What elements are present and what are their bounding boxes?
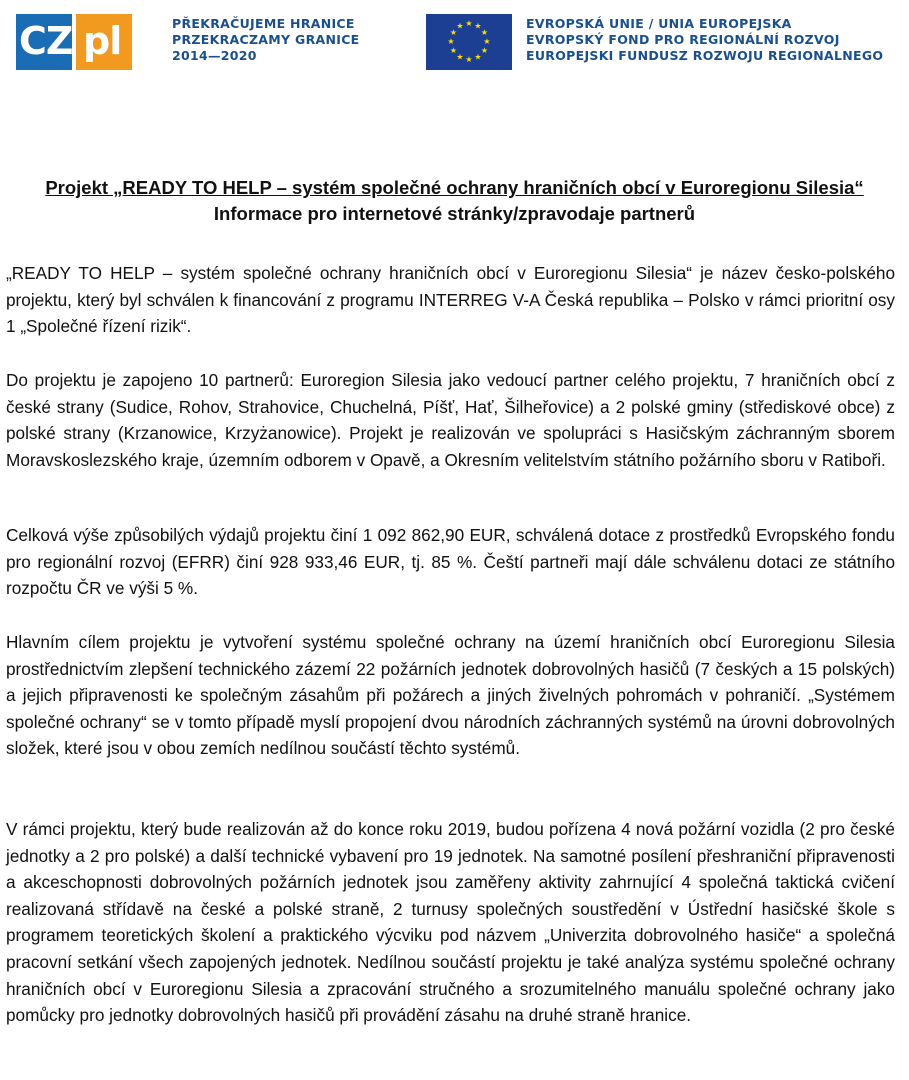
svg-text:★: ★ (483, 37, 491, 46)
paragraph-partners: Do projektu je zapojeno 10 partnerů: Euroregion Silesia jako vedoucí partner celého projektu, 7 hraničních obcí z české strany (Sudice, Rohov, Strahovice, Chuchelná, Píšť, Hať, Šilheřovice) a 2 polské gminy (střediskové obce) z polské strany (Krzanowice, Krzyżanowice). Projekt je realizován ve spolupráci s Hasičským záchranným sborem Moravskoslezského kraje, územním odborem v Opavě, a Okresním velitelstvím státního požárního sboru v Ratiboři. (6, 370, 895, 470)
svg-text:★: ★ (474, 21, 482, 31)
document-subtitle: Informace pro internetové stránky/zpravodaje partnerů (213, 203, 696, 224)
paragraph-main-goal: Hlavním cílem projektu je vytvoření systému společné ochrany na území hraničních obcí Euroregionu Silesia prostřednictvím zlepšení technického zázemí 22 požárních jednotek dobrovolných hasičů (7 českých a 15 polských) a jejich připravenosti ke společným zásahům při požárech a jiných živelných pohromách v pohraničí. „Systémem společné ochrany“ se v tomto případě myslí propojení dvou národních záchranných systémů na úrovni dobrovolných složek, které jsou v obou zemích nedílnou součástí těchto systémů. (6, 632, 895, 759)
czpl-logo-line-2: PRZEKRACZAMY GRANICE (172, 32, 360, 47)
paragraph-budget: Celková výše způsobilých výdajů projektu činí 1 092 862,90 EUR, schválená dotace z prostředků Evropského fondu pro regionální rozvoj (EFRR) činí 928 933,46 EUR, tj. 85 %. Čeští partneři mají dále schválenu dotaci ze státního rozpočtu ČR ve výši 5 %. (6, 525, 895, 599)
czpl-logo-line-1: PŘEKRAČUJEME HRANICE (172, 16, 355, 31)
eu-flag-icon (426, 14, 512, 70)
eu-logo-line-1: EVROPSKÁ UNIE / UNIA EUROPEJSKA (526, 16, 792, 31)
svg-text:★: ★ (480, 28, 489, 37)
svg-text:★: ★ (474, 52, 482, 62)
eu-logo-line-2: EVROPSKÝ FOND PRO REGIONÁLNÍ ROZVOJ (526, 32, 840, 47)
czpl-logo-cz-text: CZ (19, 19, 73, 63)
svg-text:★: ★ (449, 46, 458, 55)
svg-text:★: ★ (465, 19, 473, 28)
czpl-logo-pl-text: pl (83, 19, 122, 63)
svg-text:★: ★ (465, 55, 473, 64)
czpl-programme-logo (14, 12, 374, 74)
document-title: Projekt „READY TO HELP – systém společné ochrany hraničních obcí v Euroregionu Silesia“ (45, 177, 864, 198)
eu-stars-icon (426, 14, 512, 70)
svg-text:★: ★ (447, 37, 455, 46)
paragraph-activities: V rámci projektu, který bude realizován až do konce roku 2019, budou pořízena 4 nová požární vozidla (2 pro české jednotky a 2 pro polské) a další technické vybavení pro 19 jednotek. Na samotné posílení přeshraniční připravenosti a akceschopnosti dobrovolných požárních jednotek jsou zaměřeny aktivity zahrnující 4 společná taktická cvičení realizovaná střídavě na české a polské straně, 2 turnusy společných soustředění v Ústřední hasičské škole s programem teoretických školení a praktického výcviku pod názvem „Univerzita dobrovolného hasiče“ a společná pracovní setkání všech zapojených jednotek. Nedílnou součástí projektu je také analýza systému společné ochrany hraničních obcí v Euroregionu Silesia a zpracování stručného a srozumitelného manuálu společné ochrany jako pomůcky pro jednotky dobrovolných hasičů při provádění zásahu na druhé straně hranice. (6, 819, 895, 1026)
svg-text:★: ★ (449, 28, 458, 37)
czpl-logo-line-3: 2014—2020 (172, 48, 257, 63)
eu-logo-line-3: EUROPEJSKI FUNDUSZ ROZWOJU REGIONALNEGO (526, 48, 884, 63)
svg-text:★: ★ (456, 52, 464, 62)
czpl-logo-tagline (172, 16, 360, 64)
svg-text:★: ★ (480, 46, 489, 55)
eu-fund-logo (426, 12, 896, 74)
svg-text:★: ★ (456, 21, 464, 31)
paragraph-project-intro: „READY TO HELP – systém společné ochrany hraničních obcí v Euroregionu Silesia“ je název česko-polského projektu, který byl schválen k financování z programu INTERREG V-A Česká republika – Polsko v rámci prioritní osy 1 „Společné řízení rizik“. (6, 263, 895, 337)
eu-logo-text (526, 16, 883, 64)
